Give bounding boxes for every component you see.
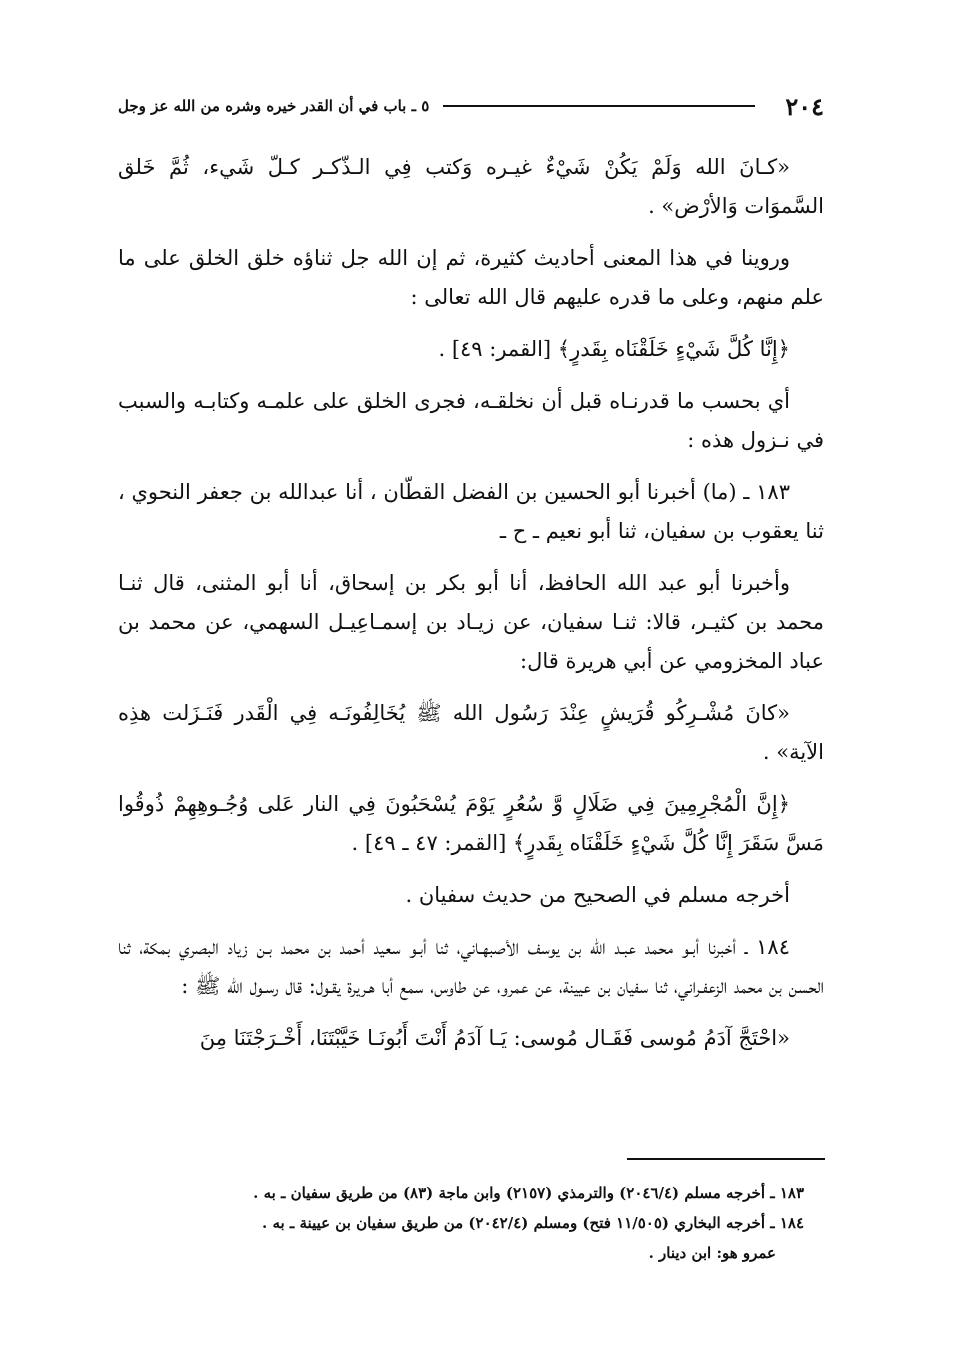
hadith-quote: «كانَ مُشْـرِكُو قُرَيشٍ عِنْدَ رَسُول الله ﷺ يُخَالِفُونَـه فِي الْقَدر فَنَـزَلت هذِه الآية» . — [118, 701, 824, 764]
quran-verse: ﴿إِنَّ الْمُجْرِمِينَ فِي ضَلَالٍ وَّ سُعُرٍ يَوْمَ يُسْحَبُونَ فِي النار عَلى وُجُـوهِهِمْ ذُوقُوا مَسَّ سَقَرَ إِنَّا كُلَّ شَيْءٍ خَلَقْنَاه بِقَدرٍ﴾ [القمر: ٤٧ ـ ٤٩] . — [118, 792, 824, 855]
quran-verse: ﴿إِنَّا كُلَّ شَيْءٍ خَلَقْنَاه بِقَدرٍ﴾ [القمر: ٤٩] . — [438, 337, 790, 361]
running-header — [118, 86, 824, 126]
footnote-184: ١٨٤ ـ أخرجه البخاري (١١/٥٠٥ فتح) ومسلم (٢٠٤٢/٤) من طريق سفيان بن عيينة ـ به . — [262, 1214, 804, 1232]
hadith-quote: «احْتَجَّ آدَمُ مُوسى فَقَـال مُوسى: يَـا آدَمُ أَنْتَ أَبُونَـا خَيَّبْتَنَا، أَخْـرَجْتَنَا مِنَ — [199, 1026, 790, 1050]
header-rule — [443, 105, 755, 107]
paragraph: أخرجه مسلم في الصحيح من حديث سفيان . — [405, 883, 790, 907]
hadith-184-isnad: ١٨٤ ـ أخبرنا أبـو محمد عبـد الله بن يوسف الأصبهـاني، ثنا أبـو سعيد أحمد بن محمد بـن زياد البصري بمكة، ثنا الحسن بن محمد الزعفـراني، ثنا سفيان بن عيينة، عن عمرو، عن طاوس، سمع أبا هـريرة يقـول: قال رسـول الله ﷺ : — [118, 935, 824, 998]
hadith-quote: «كـانَ الله وَلَمْ يَكُنْ شَيْءٌ غيـره وَكتب فِي الـذّكـر كـلّ شَيء، ثُمَّ خَلق السَّموَات وَالأرْض» . — [118, 155, 824, 218]
footnote-separator — [627, 1158, 825, 1160]
hadith-183-isnad: ١٨٣ ـ (ما) أخبرنا أبو الحسين بن الفضل القطّان ، أنا عبدالله بن جعفر النحوي ، ثنا يعقوب بن سفيان، ثنا أبو نعيم ـ ح ـ — [118, 480, 824, 543]
paragraph: وروينا في هذا المعنى أحاديث كثيرة، ثم إن الله جل ثناؤه خلق الخلق على ما علم منهم، وعلى ما قدره عليهم قال الله تعالى : — [118, 246, 824, 309]
footnotes — [118, 1178, 824, 1268]
chapter-title: ٥ ـ باب في أن القدر خيره وشره من الله عز وجل — [118, 97, 430, 115]
paragraph: وأخبرنا أبو عبد الله الحافظ، أنا أبو بكر بن إسحاق، أنا أبو المثنى، قال ثنـا محمد بن كثيـر، قالا: ثنـا سفيان، عن زيـاد بن إسمـاعِيـل السهمي، عن محمد بن عباد المخزومي عن أبي هريرة قال: — [118, 571, 824, 673]
footnote-184-note: عمرو هو: ابن دينار . — [648, 1244, 776, 1262]
paragraph: أي بحسب ما قدرنـاه قبل أن نخلقـه، فجرى الخلق على علمـه وكتابـه والسبب في نـزول هذه : — [118, 389, 824, 452]
page-number: ٢٠٤ — [785, 91, 824, 121]
footnote-183: ١٨٣ ـ أخرجه مسلم (٢٠٤٦/٤) والترمذي (٢١٥٧) وابن ماجة (٨٣) من طريق سفيان ـ به . — [253, 1184, 804, 1202]
main-text — [118, 148, 824, 1068]
